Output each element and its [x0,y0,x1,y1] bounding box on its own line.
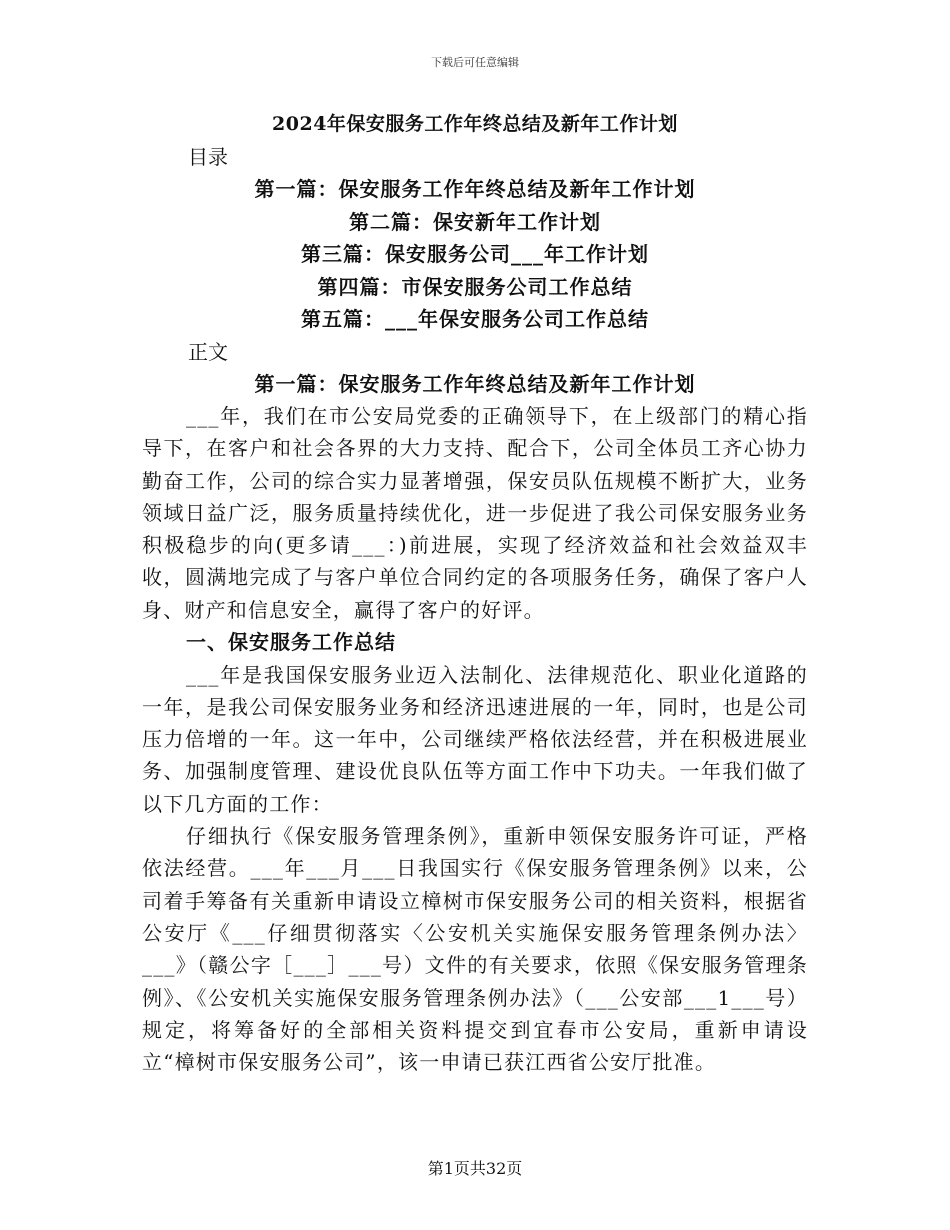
page-footer: 第1页共32页 [427,1159,523,1178]
paragraph-intro: ___年，我们在市公安局党委的正确领导下，在上级部门的精心指导下，在客户和社会各界的大力支持、配合下，公司全体员工齐心协力勤奋工作，公司的综合实力显著增强，保安员队伍规模不断扩大，业务领域日益广泛，服务质量持续优化，进一步促进了我公司保安服务业务积极稳步的向(更多请___：)前进展，实现了经济效益和社会效益双丰收，圆满地完成了与客户单位合同约定的各项服务任务，确保了客户人身、财产和信息安全，赢得了客户的好评。 [142,404,808,622]
section-heading: 第一篇：保安服务工作年终总结及新年工作计划 [254,371,696,396]
body-label: 正文 [188,339,228,364]
toc-item-5[interactable]: 第五篇：___年保安服务公司工作总结 [301,307,649,331]
document-body [142,108,808,1078]
header-note: 下载后可任意编辑 [431,56,519,69]
paragraph-year-overview: ___年是我国保安服务业迈入法制化、法律规范化、职业化道路的一年，是我公司保安服务业务和经济迅速进展的一年，同时，也是公司压力倍增的一年。这一年中，公司继续严格依法经营，并在积极进展业务、加强制度管理、建设优良队伍等方面工作中下功夫。一年我们做了以下几方面的工作： [142,662,808,816]
toc-item-2[interactable]: 第二篇：保安新年工作计划 [349,209,601,234]
toc-item-1[interactable]: 第一篇：保安服务工作年终总结及新年工作计划 [254,177,696,201]
table-of-contents [142,173,808,336]
subheading-work-summary: 一、保安服务工作总结 [186,630,396,655]
toc-item-3[interactable]: 第三篇：保安服务公司___年工作计划 [301,242,649,266]
paragraph-regulations: 仔细执行《保安服务管理条例》，重新申领保安服务许可证，严格依法经营。___年___月___日我国实行《保安服务管理条例》以来，公司着手筹备有关重新申请设立樟树市保安服务公司的相关资料，根据省公安厅《___仔细贯彻落实〈公安机关实施保安服务管理条例办法〉___》（赣公字［___］___号）文件的有关要求，依照《保安服务管理条例》、《公安机关实施保安服务管理条例办法》（___公安部___1___号）规定，将筹备好的全部相关资料提交到宜春市公安局，重新申请设立“樟树市保安服务公司”，该一申请已获江西省公安厅批准。 [142,824,808,1075]
toc-label: 目录 [188,145,228,169]
document-title: 2024年保安服务工作年终总结及新年工作计划 [272,113,678,135]
toc-item-4[interactable]: 第四篇：市保安服务公司工作总结 [317,274,633,299]
